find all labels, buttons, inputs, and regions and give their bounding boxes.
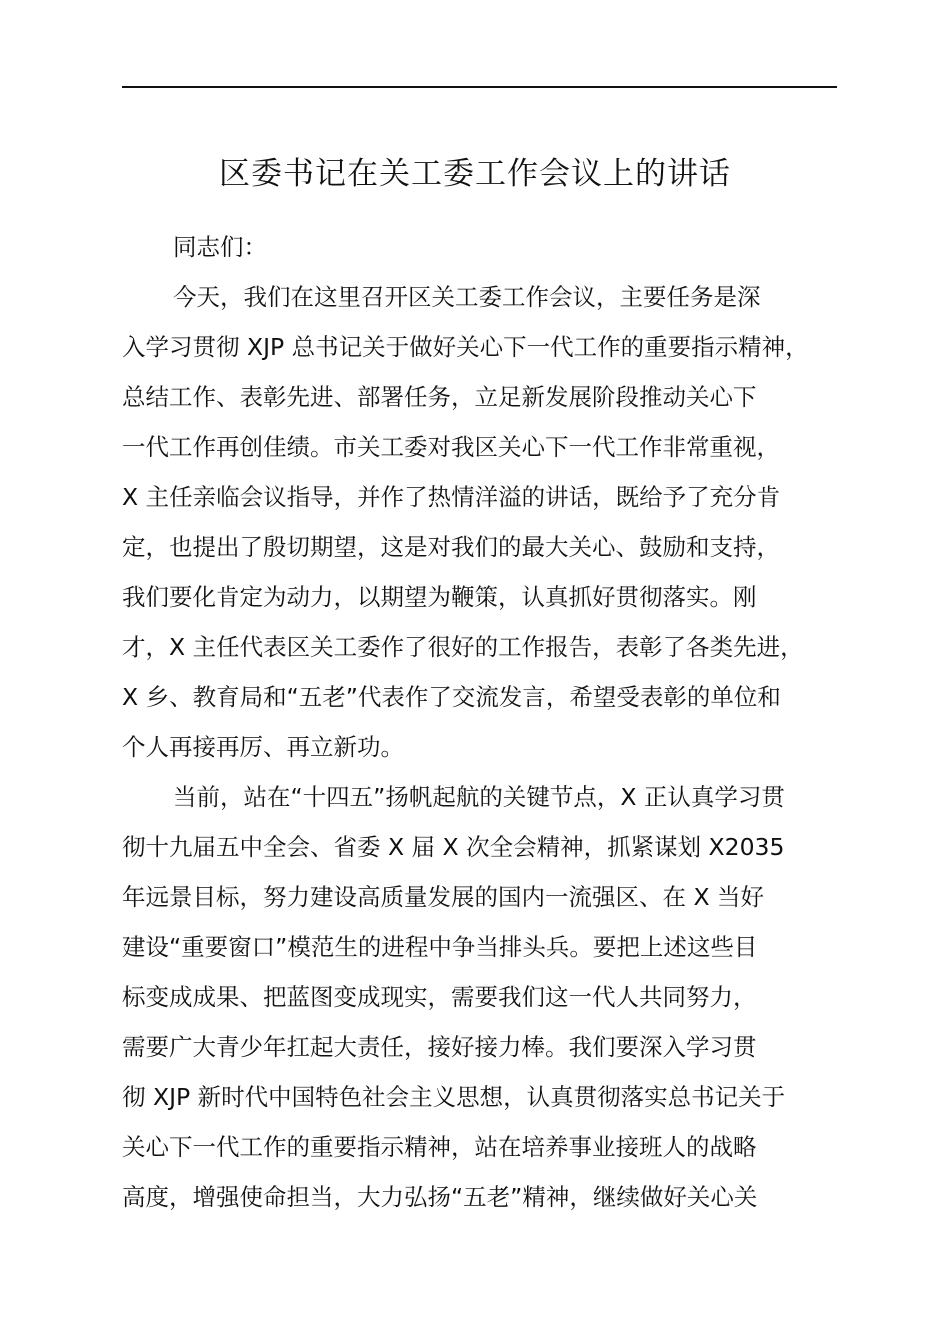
body-line: 年远景目标，努力建设高质量发展的国内一流强区、在 X 当好	[122, 883, 765, 911]
body-line: 才，X 主任代表区关工委作了很好的工作报告，表彰了各类先进，	[122, 633, 804, 661]
body-line: X 乡、教育局和“五老”代表作了交流发言，希望受表彰的单位和	[122, 683, 781, 711]
document-title: 区委书记在关工委工作会议上的讲话	[219, 156, 731, 192]
body-line: 一代工作再创佳绩。市关工委对我区关心下一代工作非常重视，	[122, 433, 780, 461]
body-line: 入学习贯彻 XJP 总书记关于做好关心下一代工作的重要指示精神，	[122, 333, 809, 361]
body-line: 当前，站在“十四五”扬帆起航的关键节点，X 正认真学习贯	[173, 783, 785, 811]
body-line: 彻十九届五中全会、省委 X 届 X 次全会精神，抓紧谋划 X2035	[122, 833, 785, 861]
body-line: 关心下一代工作的重要指示精神，站在培养事业接班人的战略	[122, 1133, 757, 1161]
header-rule	[122, 86, 837, 88]
body-line: 总结工作、表彰先进、部署任务，立足新发展阶段推动关心下	[122, 383, 757, 411]
body-line: 需要广大青少年扛起大责任，接好接力棒。我们要深入学习贯	[122, 1033, 757, 1061]
body-line: 今天，我们在这里召开区关工委工作会议，主要任务是深	[173, 283, 761, 311]
body-line: 定，也提出了殷切期望，这是对我们的最大关心、鼓励和支持，	[122, 533, 780, 561]
body-line: 建设“重要窗口”模范生的进程中争当排头兵。要把上述这些目	[122, 933, 758, 961]
body-line: 我们要化肯定为动力，以期望为鞭策，认真抓好贯彻落实。刚	[122, 583, 757, 611]
body-line: X 主任亲临会议指导，并作了热情洋溢的讲话，既给予了充分肯	[122, 483, 781, 511]
body-line: 高度，增强使命担当，大力弘扬“五老”精神，继续做好关心关	[122, 1183, 758, 1211]
salutation-line: 同志们：	[173, 233, 267, 261]
body-line: 彻 XJP 新时代中国特色社会主义思想，认真贯彻落实总书记关于	[122, 1083, 786, 1111]
body-line: 标变成成果、把蓝图变成现实，需要我们这一代人共同努力，	[122, 983, 757, 1011]
body-line: 个人再接再厉、再立新功。	[122, 733, 404, 761]
